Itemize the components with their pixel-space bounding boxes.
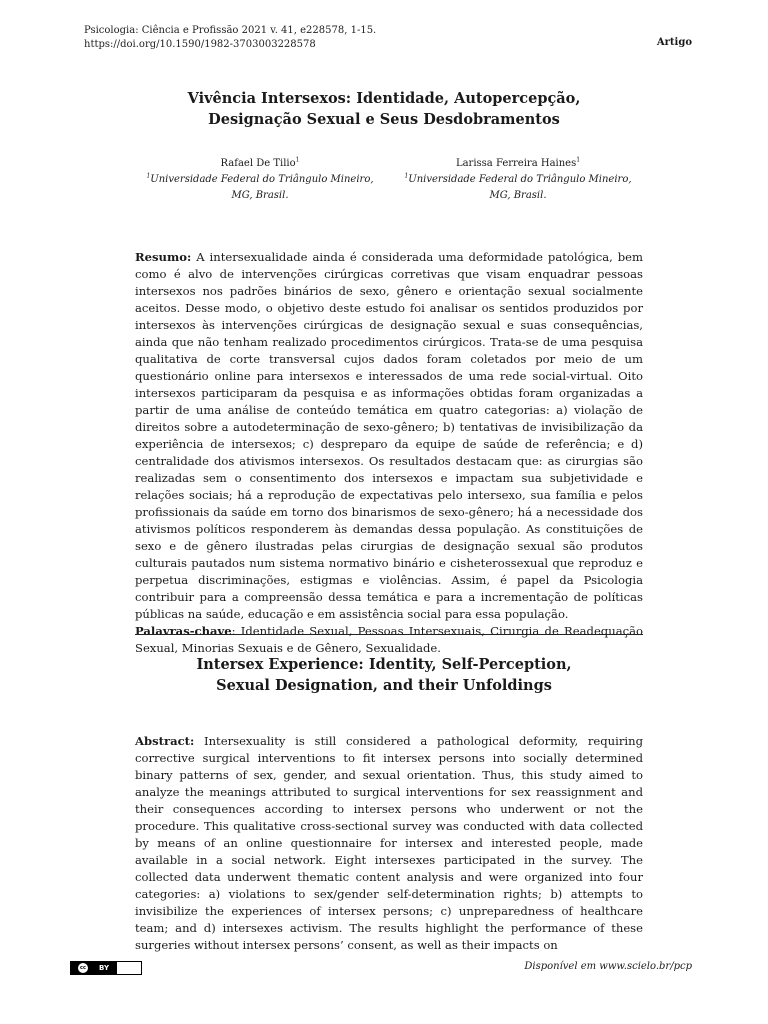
journal-header xyxy=(84,24,376,52)
author-1-affiliation: Universidade Federal do Triângulo Mineiro, xyxy=(150,174,374,185)
author-1-name: Rafael De Tilio xyxy=(220,158,296,169)
author-1-affiliation-location: MG, Brasil. xyxy=(231,190,289,201)
author-2 xyxy=(398,156,638,204)
section-divider xyxy=(135,634,643,635)
abstract-portuguese xyxy=(135,249,643,657)
abstract-label: Abstract: xyxy=(135,734,195,748)
cc-by-license-badge[interactable] xyxy=(70,961,142,975)
title-en-line-2: Sexual Designation, and their Unfoldings xyxy=(216,677,552,694)
journal-citation: Psicologia: Ciência e Profissão 2021 v. 41, e228578, 1-15. xyxy=(84,25,377,36)
author-2-name: Larissa Ferreira Haines xyxy=(455,158,577,169)
article-type-label: Artigo xyxy=(656,37,692,48)
available-at-link[interactable]: Disponível em www.scielo.br/pcp xyxy=(524,961,692,972)
resumo-label: Resumo: xyxy=(135,250,192,264)
keywords-label: Palavras-chave xyxy=(135,624,232,638)
cc-circle-icon: cc xyxy=(78,963,88,973)
author-2-affiliation-location: MG, Brasil. xyxy=(489,190,547,201)
title-portuguese xyxy=(0,88,768,130)
author-1-sup: 1 xyxy=(295,156,300,164)
badge-blank-area xyxy=(117,962,141,974)
keywords-text: : Identidade Sexual, Pessoas Intersexuais, Cirurgia de Readequação Sexual, Minorias Sexuais e de Gênero, Sexualidade. xyxy=(135,624,643,655)
by-label: BY xyxy=(95,962,117,974)
abstract-english xyxy=(135,733,643,954)
author-1-aff-sup: 1 xyxy=(146,172,151,180)
author-1 xyxy=(140,156,380,204)
doi-link[interactable]: https://doi.org/10.1590/1982-3703003228578 xyxy=(84,39,316,50)
title-english xyxy=(0,654,768,696)
cc-icon xyxy=(71,962,95,974)
title-en-line-1: Intersex Experience: Identity, Self-Perception, xyxy=(196,656,572,673)
title-pt-line-2: Designação Sexual e Seus Desdobramentos xyxy=(208,111,560,128)
abstract-text: Intersexuality is still considered a pathological deformity, requiring corrective surgical interventions to fit intersex persons into socially determined binary patterns of sex, gender, and sexual orientation. Thus, this study aimed to analyze the meanings attributed to surgical interventions for sex reassignment and their consequences according to intersex persons who underwent or not the procedure. This qualitative cross-sectional survey was conducted with data collected by means of an online questionnaire for intersex and interested people, made available in a social network. Eight intersexes participated in the survey. The collected data underwent thematic content analysis and were organized into four categories: a) violations to sex/gender self-determination rights; b) attempts to invisibilize the experiences of intersex persons; c) unpreparedness of healthcare team; and d) intersexes activism. The results highlight the performance of these surgeries without intersex persons’ consent, as well as their impacts on xyxy=(135,734,643,952)
resumo-paragraph xyxy=(135,249,643,623)
abstract-paragraph xyxy=(135,733,643,954)
keywords-paragraph xyxy=(135,623,643,657)
author-2-sup: 1 xyxy=(576,156,581,164)
author-2-aff-sup: 1 xyxy=(404,172,409,180)
author-2-affiliation: Universidade Federal do Triângulo Mineiro, xyxy=(408,174,632,185)
resumo-text: A intersexualidade ainda é considerada uma deformidade patológica, bem como é alvo de intervenções cirúrgicas corretivas que visam enquadrar pessoas intersexos nos padrões binários de sexo, gênero e orientação sexual socialmente aceitos. Desse modo, o objetivo deste estudo foi analisar os sentidos produzidos por intersexos às intervenções cirúrgicas de designação sexual e suas consequências, ainda que não tenham realizado procedimentos cirúrgicos. Trata-se de uma pesquisa qualitativa de corte transversal cujos dados foram coletados por meio de um questionário online para intersexos e interessados de uma rede social-virtual. Oito intersexos participaram da pesquisa e as informações obtidas foram organizadas a partir de uma análise de conteúdo temática em quatro categorias: a) violação de direitos sobre a autodeterminação de sexo-gênero; b) tentativas de invisibilização da experiência de intersexos; c) despreparo da equipe de saúde de referência; e d) centralidade dos ativismos intersexos. Os resultados destacam que: as cirurgias são realizadas sem o consentimento dos intersexos e impactam sua subjetividade e relações sociais; há a reprodução de expectativas pelo intersexo, sua família e pelos profissionais da saúde em torno dos binarismos de sexo-gênero; há a necessidade dos ativismos políticos responderem às demandas dessa população. As constituições de sexo e de gênero ilustradas pelas cirurgias de designação sexual são produtos culturais pautados num sistema normativo binário e cisheterossexual que reproduz e perpetua discriminações, estigmas e violências. Assim, é papel da Psicologia contribuir para a compreensão dessa temática e para a incrementação de políticas públicas na saúde, educação e em assistência social para essa população. xyxy=(135,250,644,621)
title-pt-line-1: Vivência Intersexos: Identidade, Autopercepção, xyxy=(187,90,581,107)
